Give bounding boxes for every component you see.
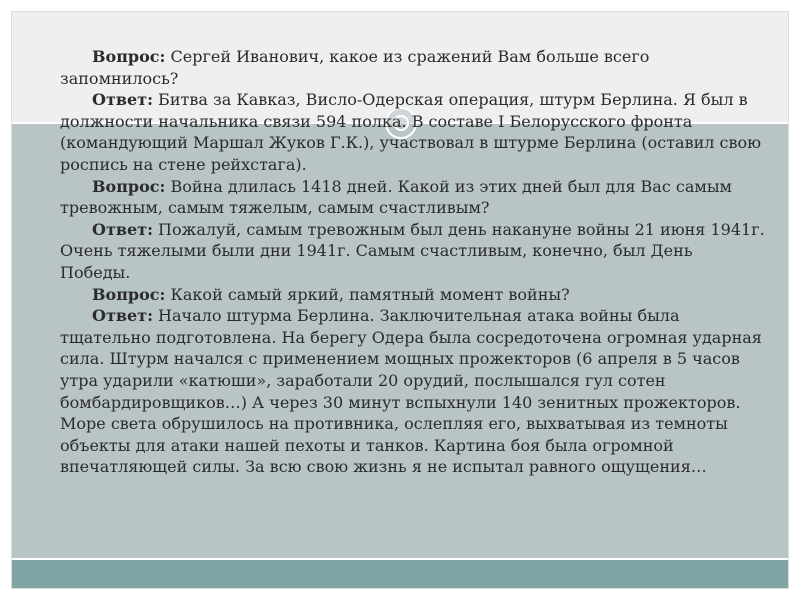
answer-paragraph <box>60 89 765 175</box>
question-text: Какой самый яркий, памятный момент войны? <box>165 284 570 304</box>
answer-label: Ответ: <box>92 219 153 239</box>
slide <box>12 12 788 588</box>
question-label: Вопрос: <box>92 284 166 304</box>
answer-text: Пожалуй, самым тревожным был день накануне войны 21 июня 1941г. Очень тяжелыми были дни 1941г. Самым счастливым, конечно, был День Победы. <box>60 219 765 282</box>
question-label: Вопрос: <box>92 47 166 66</box>
question-label: Вопрос: <box>92 176 166 196</box>
question-text: Сергей Иванович, какое из сражений Вам больше всего запомнилось? <box>60 47 650 88</box>
question-paragraph <box>60 284 765 306</box>
interview-text <box>60 46 765 478</box>
slide-footer-band <box>12 560 788 588</box>
answer-paragraph <box>60 219 765 284</box>
answer-text: Начало штурма Берлина. Заключительная атака войны была тщательно подготовлена. На берегу Одера была сосредоточена огромная ударная сила. Штурм начался с применением мощных прожекторов (6 апреля в 5 часов утра ударили «катюши», заработали 20 орудий, послышался гул сотен бомбардировщиков…) А через 30 минут вспыхнули 140 зенитных прожекторов. Море света обрушилось на противника, ослепляя его, выхватывая из темноты объекты для атаки нашей пехоты и танков. Картина боя была огромной впечатляющей силы. За всю свою жизнь я не испытал равного ощущения… <box>60 306 762 477</box>
slide-divider-bottom <box>12 558 788 560</box>
answer-text: Битва за Кавказ, Висло-Одерская операция, штурм Берлина. Я был в должности начальника связи 594 полка. В составе I Белорусского фронта (командующий Маршал Жуков Г.К.), участвовал в штурме Берлина (оставил свою роспись на стене рейхстага). <box>60 90 762 174</box>
answer-paragraph <box>60 305 765 478</box>
question-text: Война длилась 1418 дней. Какой из этих дней был для Вас самым тревожным, самым тяжелым, самым счастливым? <box>60 176 732 218</box>
question-paragraph <box>60 176 765 219</box>
answer-label: Ответ: <box>92 90 153 110</box>
answer-label: Ответ: <box>92 306 153 326</box>
question-paragraph <box>60 46 765 89</box>
